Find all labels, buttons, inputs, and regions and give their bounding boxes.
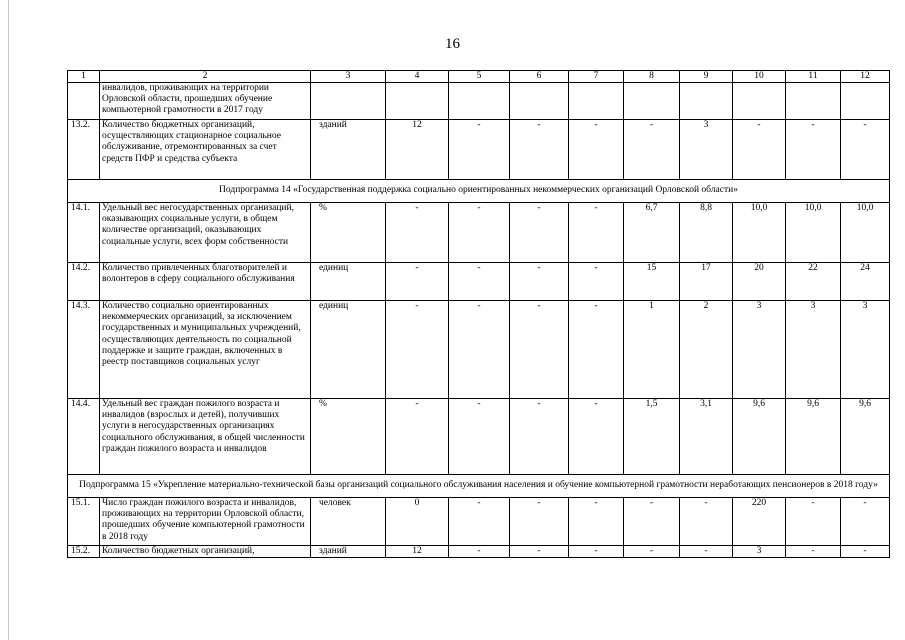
indicator-name: Количество бюджетных организаций, осуществляющих стационарное социальное обслуживание, отремонтированных за счет средств ПФР и средства субъекта [100, 120, 311, 180]
value-cell: 3 [841, 301, 890, 399]
value-cell [510, 83, 569, 120]
value-cell: - [510, 120, 569, 180]
value-cell: - [449, 399, 510, 475]
value-cell: 17 [680, 263, 733, 301]
value-cell: 10,0 [786, 203, 841, 263]
value-cell: - [786, 120, 841, 180]
value-cell: - [510, 546, 569, 558]
value-cell: 10,0 [841, 203, 890, 263]
value-cell: 10,0 [733, 203, 786, 263]
header-cell: 8 [624, 71, 680, 83]
row-number [68, 83, 100, 120]
table-row [68, 203, 890, 263]
page-number: 16 [445, 36, 460, 52]
header-cell: 4 [386, 71, 449, 83]
value-cell: 3 [733, 546, 786, 558]
value-cell: - [449, 203, 510, 263]
value-cell [386, 83, 449, 120]
unit-cell: единиц [311, 263, 386, 301]
indicator-name: Удельный вес граждан пожилого возраста и инвалидов (взрослых и детей), получивших услуги в негосударственных организациях социального обслуживания, в общей численности граждан пожилого возраста и инвалидов [100, 399, 311, 475]
unit-cell: зданий [311, 120, 386, 180]
value-cell: - [733, 120, 786, 180]
value-cell [569, 83, 624, 120]
table-row [68, 120, 890, 180]
value-cell: - [386, 263, 449, 301]
subprogram-row [68, 475, 890, 498]
value-cell: - [680, 498, 733, 546]
header-cell: 10 [733, 71, 786, 83]
value-cell: - [569, 203, 624, 263]
value-cell: - [449, 546, 510, 558]
value-cell: 0 [386, 498, 449, 546]
value-cell: - [786, 546, 841, 558]
value-cell: 1 [624, 301, 680, 399]
indicator-name: Количество социально ориентированных некоммерческих организаций, за исключением государственных и муниципальных учреждений, осуществляющих деятельность по социальной поддержке и защите граждан, включенных в реестр поставщиков социальных услуг [100, 301, 311, 399]
row-number: 15.1. [68, 498, 100, 546]
table-row [68, 498, 890, 546]
value-cell: - [510, 399, 569, 475]
value-cell [624, 83, 680, 120]
value-cell: - [841, 498, 890, 546]
value-cell: 9,6 [786, 399, 841, 475]
value-cell: - [386, 203, 449, 263]
header-cell: 6 [510, 71, 569, 83]
row-number: 14.1. [68, 203, 100, 263]
value-cell: - [510, 263, 569, 301]
value-cell: - [449, 263, 510, 301]
unit-cell [311, 83, 386, 120]
value-cell [786, 83, 841, 120]
value-cell: 3,1 [680, 399, 733, 475]
unit-cell: зданий [311, 546, 386, 558]
value-cell: 220 [733, 498, 786, 546]
value-cell: - [569, 120, 624, 180]
indicator-name: Удельный вес негосударственных организаций, оказывающих социальные услуги, в общем количестве организаций, оказывающих социальные услуги, всех форм собственности [100, 203, 311, 263]
indicators-table [67, 70, 890, 558]
value-cell: 12 [386, 546, 449, 558]
indicator-name: Число граждан пожилого возраста и инвалидов, проживающих на территории Орловской области, прошедших обучение компьютерной грамотности в 2018 году [100, 498, 311, 546]
value-cell: 24 [841, 263, 890, 301]
value-cell: - [510, 301, 569, 399]
value-cell: - [449, 120, 510, 180]
value-cell: - [841, 546, 890, 558]
value-cell: - [569, 263, 624, 301]
unit-cell: % [311, 399, 386, 475]
subprogram-row [68, 180, 890, 203]
value-cell [841, 83, 890, 120]
value-cell: - [624, 546, 680, 558]
row-number: 14.2. [68, 263, 100, 301]
value-cell: 1,5 [624, 399, 680, 475]
row-number: 14.3. [68, 301, 100, 399]
value-cell: 3 [680, 120, 733, 180]
subprogram-title: Подпрограмма 15 «Укрепление материально-технической базы организаций социального обслуживания населения и обучение компьютерной грамотности неработающих пенсионеров в 2018 году» [68, 475, 890, 498]
unit-cell: единиц [311, 301, 386, 399]
value-cell: - [510, 203, 569, 263]
value-cell: - [569, 399, 624, 475]
value-cell: 8,8 [680, 203, 733, 263]
value-cell: - [569, 498, 624, 546]
header-cell: 12 [841, 71, 890, 83]
value-cell: 9,6 [733, 399, 786, 475]
value-cell: 6,7 [624, 203, 680, 263]
indicator-name: инвалидов, проживающих на территории Орловской области, прошедших обучение компьютерной грамотности в 2017 году [100, 83, 311, 120]
value-cell [680, 83, 733, 120]
table-row [68, 83, 890, 120]
subprogram-title: Подпрограмма 14 «Государственная поддержка социально ориентированных некоммерческих организаций Орловской области» [68, 180, 890, 203]
value-cell: - [624, 120, 680, 180]
value-cell: 3 [786, 301, 841, 399]
value-cell: 2 [680, 301, 733, 399]
header-row [68, 71, 890, 83]
header-cell: 2 [100, 71, 311, 83]
value-cell: - [624, 498, 680, 546]
value-cell: - [786, 498, 841, 546]
indicator-name: Количество привлеченных благотворителей и волонтеров в сферу социального обслуживания [100, 263, 311, 301]
value-cell: - [510, 498, 569, 546]
value-cell: 9,6 [841, 399, 890, 475]
indicator-name: Количество бюджетных организаций, [100, 546, 311, 558]
value-cell: 15 [624, 263, 680, 301]
header-cell: 3 [311, 71, 386, 83]
page-edge-line [8, 0, 9, 640]
value-cell: - [386, 301, 449, 399]
value-cell: - [386, 399, 449, 475]
header-cell: 11 [786, 71, 841, 83]
table-row [68, 263, 890, 301]
value-cell: 3 [733, 301, 786, 399]
value-cell: - [680, 546, 733, 558]
table-row [68, 546, 890, 558]
row-number: 13.2. [68, 120, 100, 180]
header-cell: 7 [569, 71, 624, 83]
row-number: 15.2. [68, 546, 100, 558]
header-cell: 5 [449, 71, 510, 83]
header-cell: 1 [68, 71, 100, 83]
header-cell: 9 [680, 71, 733, 83]
value-cell: - [841, 120, 890, 180]
value-cell: - [449, 301, 510, 399]
value-cell: 22 [786, 263, 841, 301]
table-row [68, 399, 890, 475]
unit-cell: % [311, 203, 386, 263]
value-cell [733, 83, 786, 120]
unit-cell: человек [311, 498, 386, 546]
value-cell: - [569, 301, 624, 399]
row-number: 14.4. [68, 399, 100, 475]
value-cell: 12 [386, 120, 449, 180]
value-cell: - [449, 498, 510, 546]
value-cell: 20 [733, 263, 786, 301]
table-row [68, 301, 890, 399]
value-cell [449, 83, 510, 120]
value-cell: - [569, 546, 624, 558]
